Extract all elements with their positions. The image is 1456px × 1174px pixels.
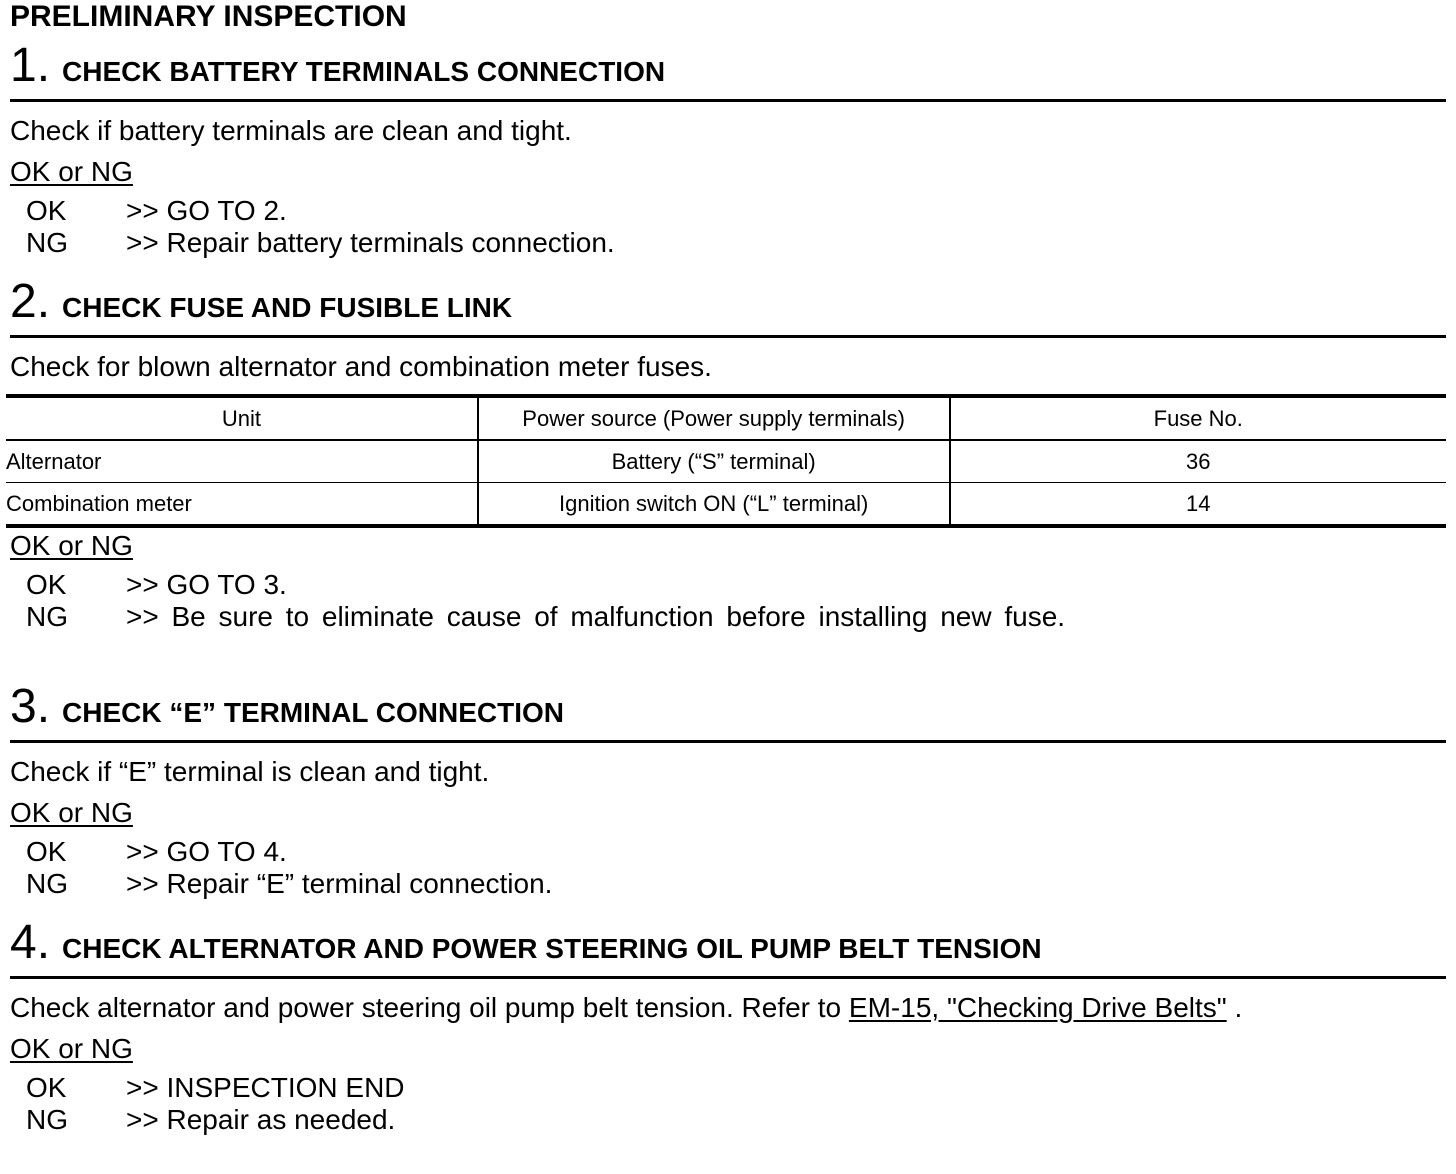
result-key: NG: [26, 868, 68, 899]
step-1-title: CHECK BATTERY TERMINALS CONNECTION: [62, 56, 666, 87]
column-header-fuse-no: Fuse No.: [950, 396, 1446, 440]
step-4-instruction: [10, 991, 1242, 1025]
column-header-power-source: Power source (Power supply terminals): [478, 396, 950, 440]
table-row: [6, 440, 1446, 483]
step-3-result-ng: [26, 868, 552, 900]
result-action: >> INSPECTION END: [126, 1072, 405, 1103]
step-3-result-ok: [26, 836, 287, 868]
step-3-title: CHECK “E” TERMINAL CONNECTION: [62, 697, 564, 728]
step-2-result-ok: [26, 569, 287, 601]
table-header-row: [6, 396, 1446, 440]
result-action: >> GO TO 4.: [126, 836, 287, 867]
table-cell-fuse-no: 36: [950, 440, 1446, 483]
step-1-number: 1: [10, 39, 37, 92]
step-4-result-heading: OK or NG: [10, 1033, 133, 1064]
result-key: OK: [26, 1072, 67, 1103]
step-1-result-ok: [26, 195, 287, 227]
step-3-divider: [10, 740, 1446, 743]
step-2-heading: 2. CHECK FUSE AND FUSIBLE LINK: [10, 275, 513, 328]
table-cell-unit: Combination meter: [6, 483, 478, 527]
result-key: NG: [26, 227, 68, 258]
result-action: >> GO TO 3.: [126, 569, 287, 600]
step-2-title: CHECK FUSE AND FUSIBLE LINK: [62, 292, 513, 323]
table-cell-power-source: Battery (“S” terminal): [478, 440, 950, 483]
table-cell-unit: Alternator: [6, 440, 478, 483]
result-key: OK: [26, 836, 67, 867]
step-4-instruction-end: .: [1226, 992, 1243, 1023]
result-key: NG: [26, 601, 68, 632]
step-3-heading: 3. CHECK “E” TERMINAL CONNECTION: [10, 680, 564, 733]
result-action: >> Repair “E” terminal connection.: [126, 868, 553, 899]
step-1-instruction: Check if battery terminals are clean and tight.: [10, 115, 572, 146]
result-key: NG: [26, 1104, 68, 1135]
step-4-instruction-text: Check alternator and power steering oil pump belt tension. Refer to: [10, 992, 842, 1023]
step-1-result-ng: [26, 227, 615, 259]
step-2-divider: [10, 335, 1446, 338]
result-key: OK: [26, 195, 67, 226]
step-2-result-ng: [26, 601, 1065, 633]
step-1-result-heading: OK or NG: [10, 156, 133, 187]
step-4-result-ok: [26, 1072, 405, 1104]
step-2-number: 2: [10, 275, 37, 328]
result-action: >> GO TO 2.: [126, 195, 287, 226]
fuse-table: [6, 394, 1446, 528]
step-3-result-heading: OK or NG: [10, 797, 133, 828]
result-action: >> Be sure to eliminate cause of malfunction before installing new fuse.: [126, 601, 1066, 632]
step-4-title: CHECK ALTERNATOR AND POWER STEERING OIL PUMP BELT TENSION: [62, 933, 1042, 964]
result-action: >> Repair as needed.: [126, 1104, 396, 1135]
column-header-unit: Unit: [6, 396, 478, 440]
table-cell-fuse-no: 14: [950, 483, 1446, 527]
result-key: OK: [26, 569, 67, 600]
step-4-result-ng: [26, 1104, 395, 1136]
step-2-instruction: Check for blown alternator and combination meter fuses.: [10, 351, 712, 382]
step-3-number: 3: [10, 680, 37, 733]
result-action: >> Repair battery terminals connection.: [126, 227, 615, 258]
step-1-divider: [10, 99, 1446, 102]
step-2-result-heading: OK or NG: [10, 530, 133, 561]
page-title: PRELIMINARY INSPECTION: [10, 0, 407, 33]
step-4-number: 4: [10, 916, 37, 969]
reference-link-em-15[interactable]: EM-15, "Checking Drive Belts": [848, 992, 1227, 1023]
table-cell-power-source: Ignition switch ON (“L” terminal): [478, 483, 950, 527]
step-4-divider: [10, 976, 1446, 979]
table-row: [6, 483, 1446, 527]
step-3-instruction: Check if “E” terminal is clean and tight.: [10, 756, 490, 787]
step-4-heading: 4. CHECK ALTERNATOR AND POWER STEERING OIL PUMP BELT TENSION: [10, 916, 1042, 969]
step-1-heading: 1. CHECK BATTERY TERMINALS CONNECTION: [10, 39, 666, 92]
